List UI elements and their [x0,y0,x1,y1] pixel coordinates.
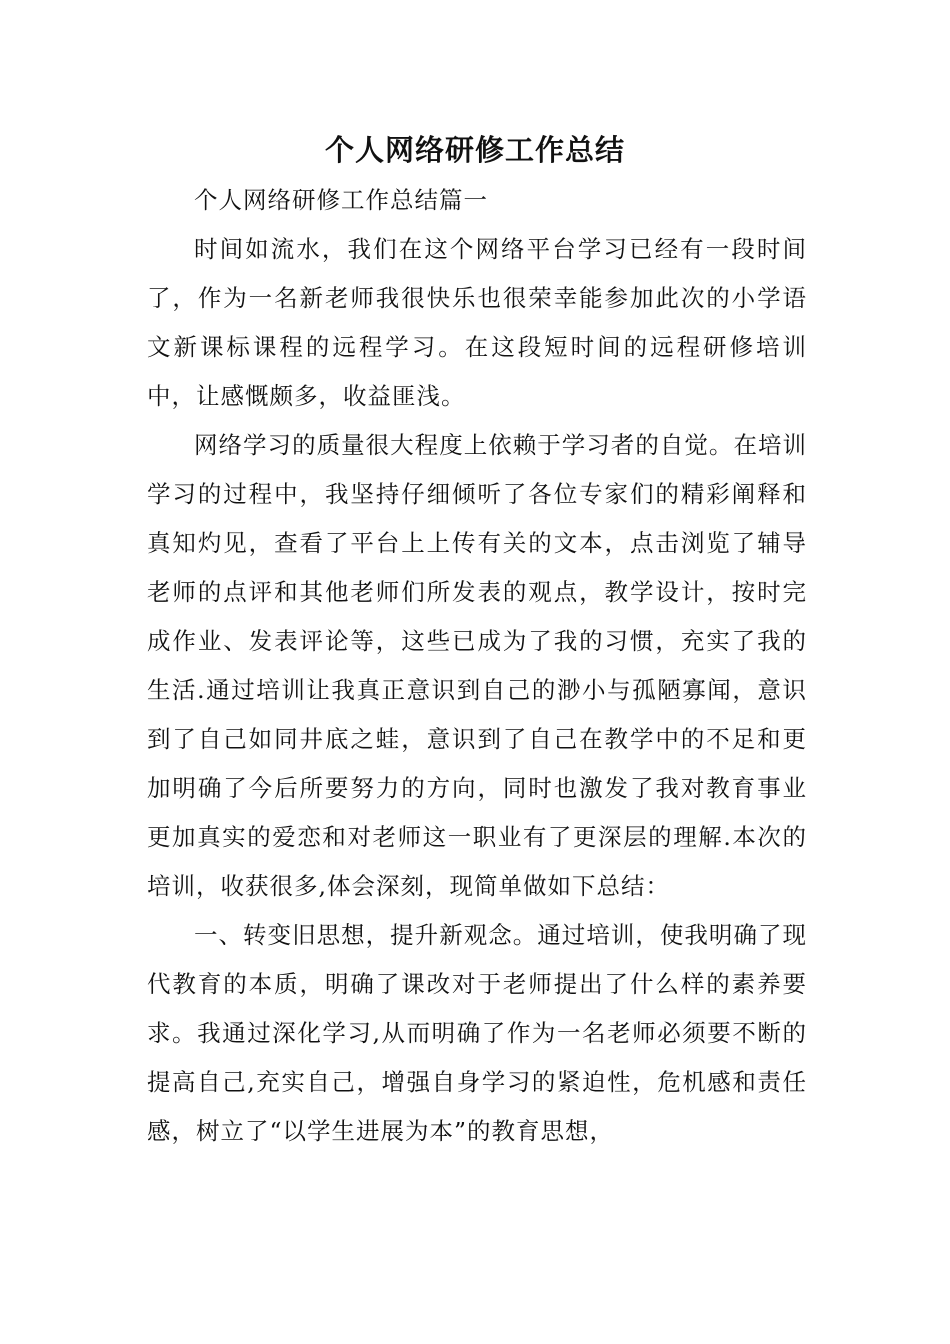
paragraph-1: 时间如流水，我们在这个网络平台学习已经有一段时间了，作为一名新老师我很快乐也很荣幸能参加此次的小学语文新课标课程的远程学习。在这段短时间的远程研修培训中，让感慨颇多，收益匪浅。 [147,235,807,410]
paragraph-3: 一、转变旧思想，提升新观念。通过培训，使我明确了现代教育的本质，明确了课改对于老师提出了什么样的素养要求。我通过深化学习,从而明确了作为一名老师必须要不断的提高自己,充实自己，增强自身学习的紧迫性，危机感和责任感，树立了“以学生进展为本”的教育思想， [147,921,807,1145]
paragraph-2: 网络学习的质量很大程度上依赖于学习者的自觉。在培训学习的过程中，我坚持仔细倾听了各位专家们的精彩阐释和真知灼见，查看了平台上上传有关的文本，点击浏览了辅导老师的点评和其他老师们所发表的观点，教学设计，按时完成作业、发表评论等，这些已成为了我的习惯，充实了我的生活.通过培训让我真正意识到自己的渺小与孤陋寡闻，意识到了自己如同井底之蛙，意识到了自己在教学中的不足和更加明确了今后所要努力的方向，同时也激发了我对教育事业更加真实的爱恋和对老师这一职业有了更深层的理解.本次的培训，收获很多,体会深刻，现简单做如下总结： [147,431,807,900]
document-body [147,176,807,1156]
document-title: 个人网络研修工作总结 [324,133,625,167]
section-subtitle: 个人网络研修工作总结篇一 [194,186,488,214]
